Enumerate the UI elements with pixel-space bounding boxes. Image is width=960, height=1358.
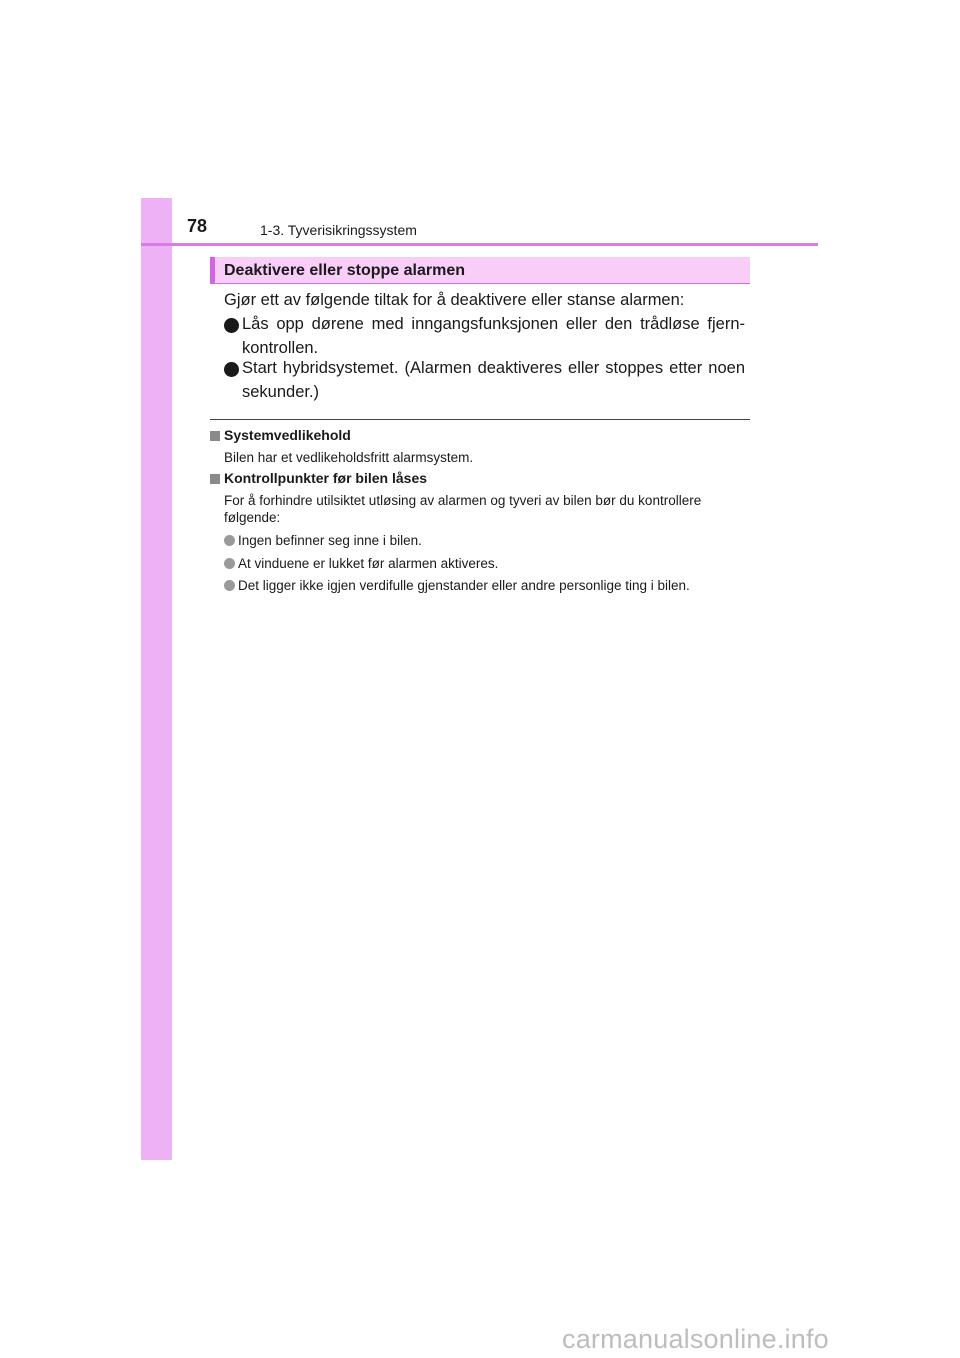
bullet-icon bbox=[224, 318, 239, 333]
divider bbox=[210, 419, 750, 420]
bullet-icon bbox=[224, 362, 239, 377]
note-list-item: Ingen befinner seg inne i bilen. bbox=[238, 533, 422, 548]
page-number: 78 bbox=[187, 216, 208, 236]
bullet-item: Start hybridsystemet. (Alarmen deaktiveres eller stoppes etter noen sekunder.) bbox=[242, 359, 745, 401]
header-rule bbox=[141, 243, 818, 246]
note-list-item: At vinduene er lukket før alarmen aktiveres. bbox=[238, 556, 499, 571]
bullet-icon bbox=[224, 535, 235, 546]
bullet-icon bbox=[224, 580, 235, 591]
note-text: Bilen har et vedlikeholdsfritt alarmsystem. bbox=[224, 450, 474, 465]
square-bullet-icon bbox=[210, 474, 220, 484]
section-title: 1-3. Tyverisikringssystem bbox=[260, 222, 417, 238]
note-list-item: Det ligger ikke igjen verdifulle gjenstander eller andre personlige ting i bilen. bbox=[238, 578, 690, 593]
bullet-item: Lås opp dørene med inngangsfunksjonen eller den trådløse fjern-kontrollen. bbox=[242, 315, 745, 357]
watermark: carmanualsonline.info bbox=[562, 1324, 829, 1354]
square-bullet-icon bbox=[210, 431, 220, 441]
note-text: For å forhindre utilsiktet utløsing av alarmen og tyveri av bilen bør du kontrollere følgende: bbox=[224, 493, 702, 525]
note-title: Systemvedlikehold bbox=[224, 427, 351, 443]
section-heading-box bbox=[210, 257, 750, 284]
note-title: Kontrollpunkter før bilen låses bbox=[224, 470, 428, 486]
bullet-icon bbox=[224, 558, 235, 569]
intro-text: Gjør ett av følgende tiltak for å deaktivere eller stanse alarmen: bbox=[224, 291, 685, 309]
section-heading: Deaktivere eller stoppe alarmen bbox=[224, 262, 466, 279]
chapter-side-tab bbox=[141, 198, 172, 1160]
heading-marker bbox=[210, 257, 215, 283]
